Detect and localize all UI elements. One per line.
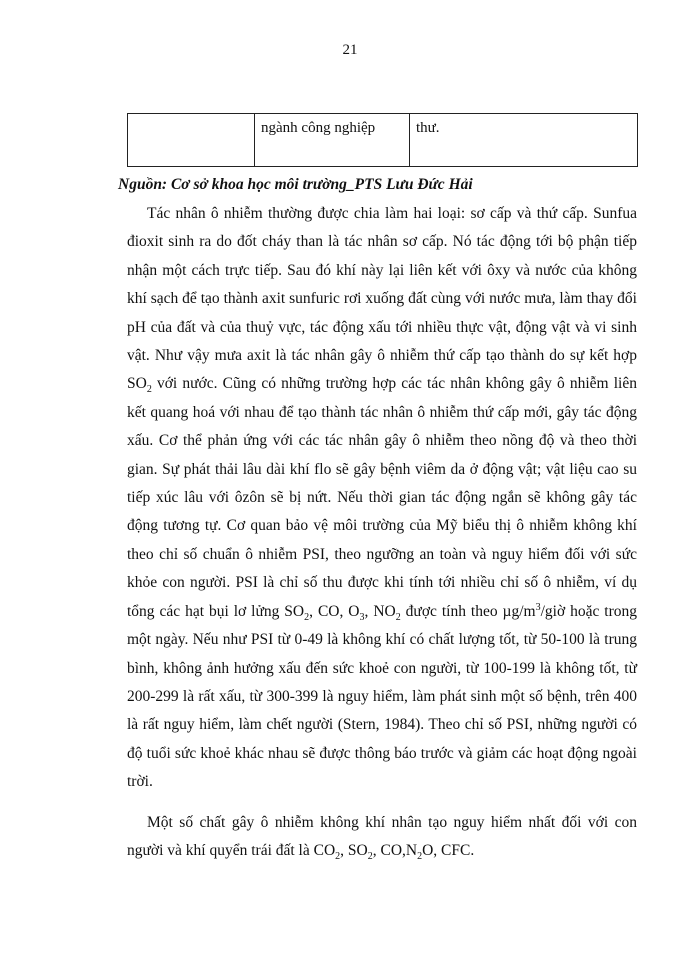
paragraph-dangerous-pollutants: Một số chất gây ô nhiễm không khí nhân tạo nguy hiểm nhất đối với con người và khí quyển trái đất là $CO_2$, $SO_2$, $CO,N_2O$, CFC.	[127, 814, 637, 863]
page-number: 21	[342, 42, 358, 58]
table-cell: thư.	[410, 114, 638, 167]
paragraph-pollutant-types: Tác nhân ô nhiễm thường được chia làm hai loại: sơ cấp và thứ cấp. Sunfua đioxit sinh ra do đốt cháy than là tác nhân sơ cấp. Nó tác động tới bộ phận tiếp nhận một cách trực tiếp. Sau đó khí này lại liên kết với ôxy và nước của không khí sạch để tạo thành axit sunfuric rơi xuống đất cùng với nước mưa, làm thay đổi pH của đất và của thuỷ vực, tác động xấu tới nhiều thực vật, động vật và vi sinh vật. Như vậy mưa axit là tác nhân gây ô nhiễm thứ cấp tạo thành do sự kết hợp $SO_2$ với nước. Cũng có những trường hợp các tác nhân không gây ô nhiễm liên kết quang hoá với nhau để tạo thành tác nhân ô nhiễm thứ cấp mới, gây tác động xấu. Cơ thể phản ứng với các tác nhân gây ô nhiễm theo nồng độ và theo thời gian. Sự phát thải lâu dài khí flo sẽ gây bệnh viêm da ở động vật; vật liệu cao su tiếp xúc lâu với ôzôn sẽ bị nứt. Nếu thời gian tác động ngắn sẽ không gây tác động tương tự. Cơ quan bảo vệ môi trường của Mỹ biểu thị ô nhiễm không khí theo chỉ số chuẩn ô nhiễm PSI, theo ngưỡng an toàn và nguy hiểm đối với sức khỏe con người. PSI là chỉ số thu được khi tính tới nhiều chỉ số ô nhiễm, ví dụ tổng các hạt bụi lơ lửng $SO_2$, CO, $O_3$, $NO_2$ được tính theo $\mu g/m^3$/giờ hoặc trong một ngày. Nếu như PSI từ 0-49 là không khí có chất lượng tốt, từ 50-100 là trung bình, không ảnh hưởng xấu đến sức khoẻ con người, từ 100-199 là không tốt, từ 200-299 là rất xấu, từ 300-399 là nguy hiểm, làm phát sinh một số bệnh, trên 400 là rất nguy hiểm, làm chết người (Stern, 1984). Theo chỉ số PSI, những người có độ tuổi sức khoẻ khác nhau sẽ được thông báo trước và giảm các hoạt động ngoài trời.	[127, 205, 638, 791]
source-citation: Nguồn: Cơ sở khoa học môi trường_PTS Lưu Đức Hải	[118, 176, 473, 193]
table-cell: ngành công nghiệp	[255, 114, 410, 167]
table-cell	[128, 114, 255, 167]
table-fragment	[127, 113, 638, 167]
table-row	[128, 114, 638, 167]
